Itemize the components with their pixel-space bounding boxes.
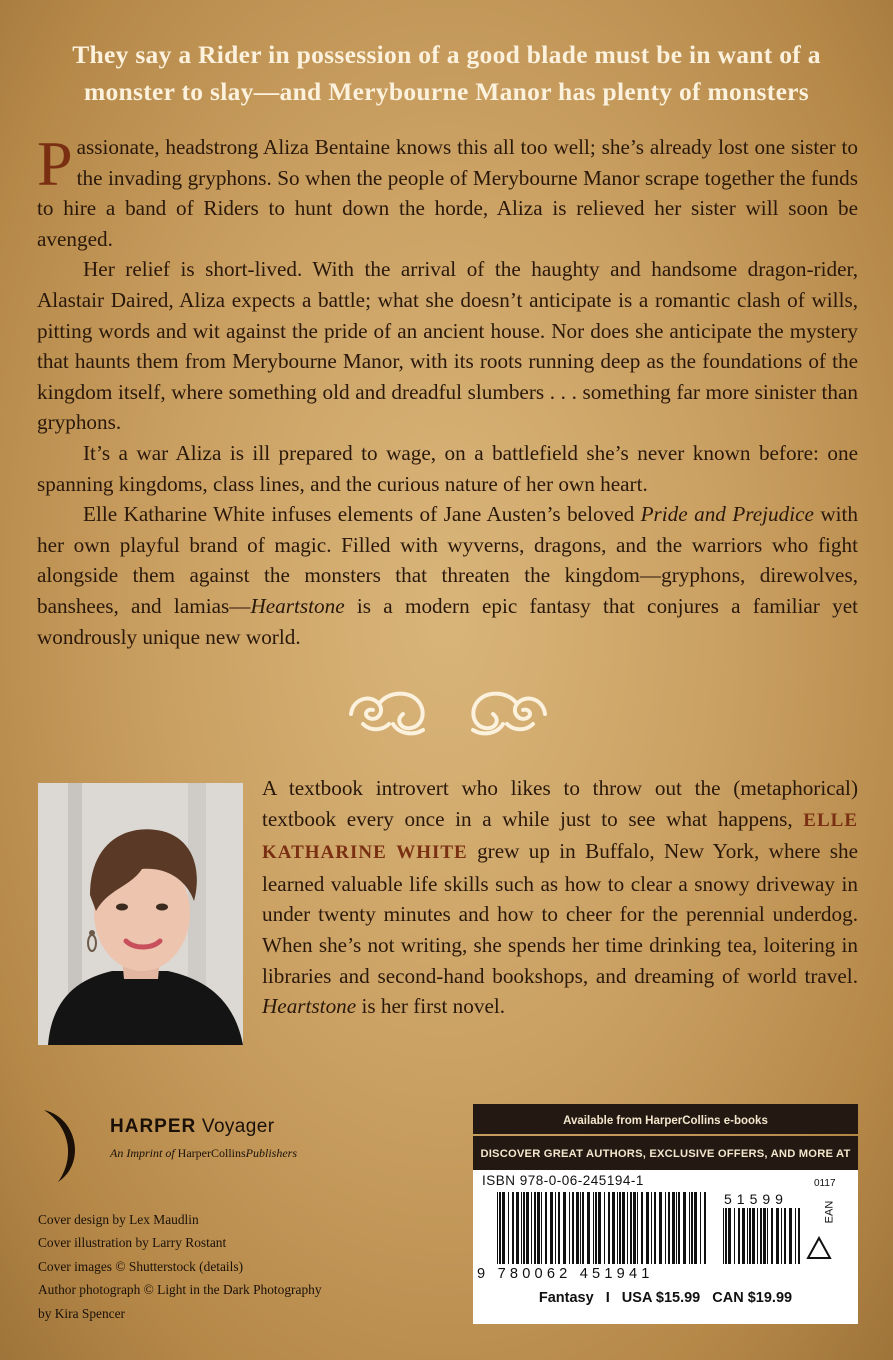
bio-text: grew up in Buffalo, New York, where she learned valuable life skills such as how to clear a snowy driveway in under twenty minutes and how to cheer for the perennial underdog. When she’s not writing, she spends her time drinking tea, loitering in libraries and second-hand bookshops, and dreaming of world travel.: [262, 839, 858, 988]
imprint-publishers: Publishers: [245, 1146, 298, 1160]
book-title-pride-and-prejudice: Pride and Prejudice: [640, 502, 814, 527]
usa-price: USA $15.99: [621, 1290, 701, 1306]
author-photo: [38, 783, 243, 1045]
bio-text: A textbook introvert who likes to throw out the (metaphorical) textbook every once in a while just to see what happens,: [262, 776, 858, 831]
barcode-area: [473, 1170, 858, 1324]
credit-line: Cover images © Shutterstock (details): [38, 1258, 244, 1274]
paragraph-text: Elle Katharine White infuses elements of Jane Austen’s beloved: [83, 502, 641, 527]
tagline: They say a Rider in possession of a good blade must be in want of a monster to slay—and Merybourne Manor has plenty of monsters: [72, 40, 821, 106]
author-bio: [262, 773, 858, 1022]
isbn: ISBN 978-0-06-245194-1: [482, 1173, 644, 1188]
imprint-text: An Imprint of: [110, 1146, 178, 1160]
publisher-name: [110, 1116, 274, 1138]
barcode-panel: [473, 1104, 858, 1324]
credit-line: Author photograph © Light in the Dark Photography: [38, 1282, 322, 1298]
drop-cap: P: [37, 128, 73, 199]
book-title-heartstone: Heartstone: [250, 593, 345, 618]
separator: I: [605, 1290, 610, 1306]
crescent-moon-icon: [38, 1108, 88, 1184]
can-price: CAN $19.99: [712, 1290, 793, 1306]
description-paragraph-4: [37, 499, 858, 652]
book-title-heartstone: Heartstone: [262, 994, 357, 1019]
ean-label: EAN: [823, 1200, 836, 1224]
description-paragraph-2: Her relief is short-lived. With the arrival of the haughty and handsome dragon-rider, Alastair Daired, Aliza expects a battle; what she doesn’t anticipate is a romantic clash of wills, pitting words and wit against the pride of an ancient house. Nor does she anticipate the mystery that haunts them from Merybourne Manor, with its roots running deep as the foundations of the kingdom itself, where something old and dreadful slumbers . . . something far more sinister than gryphons.: [37, 257, 858, 435]
addon-number: 51599: [724, 1191, 788, 1207]
imprint-publisher: HarperCollins: [177, 1146, 246, 1160]
description-paragraph-3: It’s a war Aliza is ill prepared to wage, on a battlefield she’s never known before: one spanning kingdoms, class lines, and the curious nature of her own heart.: [37, 440, 858, 496]
bio-text: is her first novel.: [356, 994, 506, 1019]
paragraph-text: with her own playful brand of magic. Filled with wyverns, dragons, and the warriors who fight alongside them against the monsters that threaten the kingdom—gryphons, direwolves, banshees, and lamias—: [37, 502, 859, 618]
addon-barcode-icon: [723, 1208, 801, 1264]
publisher-name-rest: Voyager: [196, 1116, 275, 1137]
credit-line: Cover design by Lex Maudlin: [38, 1212, 199, 1227]
price-row: [473, 1290, 858, 1306]
price-code: 0117: [814, 1178, 836, 1189]
author-name: ELLE KATHARINE WHITE: [262, 809, 858, 864]
promo-line: DISCOVER GREAT AUTHORS, EXCLUSIVE OFFERS, AND MORE AT: [473, 1136, 858, 1170]
barcode-number: 9 780062 451941: [477, 1266, 654, 1282]
genre: Fantasy: [538, 1290, 594, 1306]
flourish-ornament-icon: [343, 680, 553, 740]
triangle-icon: [806, 1236, 832, 1260]
publisher-name-bold: HARPER: [110, 1116, 197, 1137]
ebook-availability: Available from HarperCollins e-books: [473, 1104, 858, 1134]
credit-line: by Kira Spencer: [38, 1305, 126, 1321]
description-paragraph-1: [37, 128, 858, 254]
barcode-icon: [497, 1192, 707, 1264]
credits: [38, 1208, 322, 1325]
paragraph-text: assionate, headstrong Aliza Bentaine knows this all too well; she’s already lost one sister to the invading gryphons. So when the people of Merybourne Manor scrape together the funds to hire a band of Riders to hunt down the horde, Aliza is relieved her sister will soon be avenged.: [37, 135, 858, 251]
publisher-logo: [38, 1108, 338, 1188]
publisher-imprint: [110, 1146, 297, 1161]
description: [37, 128, 859, 652]
credit-line: Cover illustration by Larry Rostant: [38, 1235, 227, 1251]
paragraph-text: is a modern epic fantasy that conjures a familiar yet wondrously unique new world.: [37, 593, 859, 649]
